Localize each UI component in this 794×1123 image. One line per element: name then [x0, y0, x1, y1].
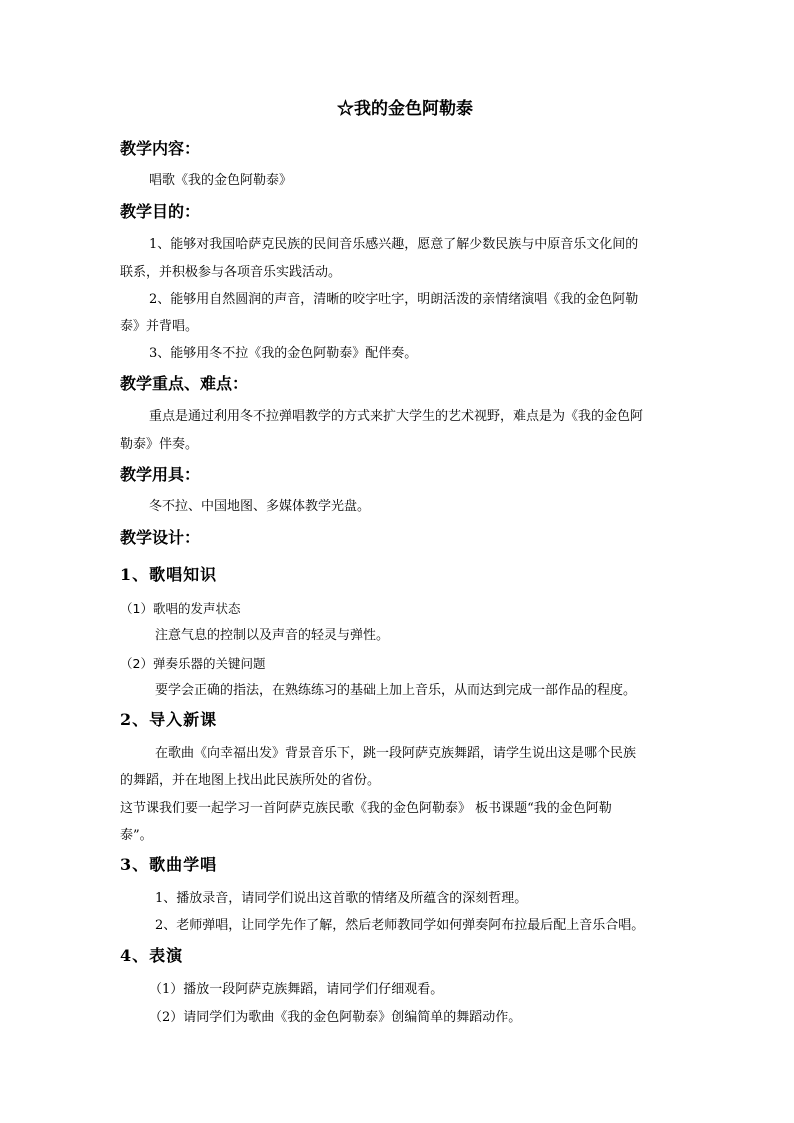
heading-design: 教学设计： [120, 528, 201, 547]
keypoints-line-2: 勒泰》伴奏。 [120, 437, 199, 452]
part-1-sub-1-text: 注意气息的控制以及声音的轻灵与弹性。 [155, 628, 390, 643]
goal-3: 3、能够用冬不拉《我的金色阿勒泰》配伴奏。 [149, 346, 418, 361]
tools-text: 冬不拉、中国地图、多媒体教学光盘。 [149, 499, 371, 514]
heading-content: 教学内容： [120, 139, 201, 158]
content-text: 唱歌《我的金色阿勒泰》 [149, 173, 293, 188]
heading-part-2: 2、导入新课 [120, 710, 218, 729]
heading-part-1: 1、歌唱知识 [120, 565, 218, 584]
heading-tools: 教学用具： [120, 465, 201, 484]
part-3-item-2: 2、老师弹唱，让同学先作了解，然后老师教同学如何弹奏阿布拉最后配上音乐合唱。 [155, 918, 645, 933]
goal-1-line-2: 联系，并积极参与各项音乐实践活动。 [120, 265, 342, 280]
part-4-item-2: （2）请同学们为歌曲《我的金色阿勒泰》创编简单的舞蹈动作。 [149, 1010, 522, 1025]
document-title: ☆我的金色阿勒泰 [337, 99, 473, 119]
part-3-item-1: 1、播放录音，请同学们说出这首歌的情绪及所蕴含的深刻哲理。 [155, 891, 528, 906]
heading-part-4: 4、表演 [120, 946, 184, 965]
part-1-sub-2-text: 要学会正确的指法，在熟练练习的基础上加上音乐，从而达到完成一部作品的程度。 [155, 683, 637, 698]
part-1-sub-1: （1）歌唱的发声状态 [120, 601, 241, 616]
heading-goals: 教学目的： [120, 202, 201, 221]
goal-2-line-2: 泰》并背唱。 [120, 319, 199, 334]
part-2-line-3: 这节课我们要一起学习一首阿萨克族民歌《我的金色阿勒泰》 板书课题“我的金色阿勒 [120, 801, 612, 816]
heading-part-3: 3、歌曲学唱 [120, 855, 218, 874]
goal-1-line-1: 1、能够对我国哈萨克民族的民间音乐感兴趣，愿意了解少数民族与中原音乐文化间的 [149, 237, 639, 252]
part-4-item-1: （1）播放一段阿萨克族舞蹈，请同学们仔细观看。 [149, 982, 444, 997]
part-2-line-2: 的舞蹈，并在地图上找出此民族所处的省份。 [120, 773, 381, 788]
part-1-sub-2: （2）弹奏乐器的关键问题 [120, 656, 266, 671]
keypoints-line-1: 重点是通过利用冬不拉弹唱教学的方式来扩大学生的艺术视野，难点是为《我的金色阿 [149, 409, 644, 424]
heading-keypoints: 教学重点、难点： [120, 374, 249, 393]
goal-2-line-1: 2、能够用自然圆润的声音，清晰的咬字吐字，明朗活泼的亲情绪演唱《我的金色阿勒 [149, 292, 639, 307]
part-2-line-1: 在歌曲《向幸福出发》背景音乐下，跳一段阿萨克族舞蹈，请学生说出这是哪个民族 [155, 746, 637, 761]
part-2-line-4: 泰”。 [120, 828, 153, 843]
